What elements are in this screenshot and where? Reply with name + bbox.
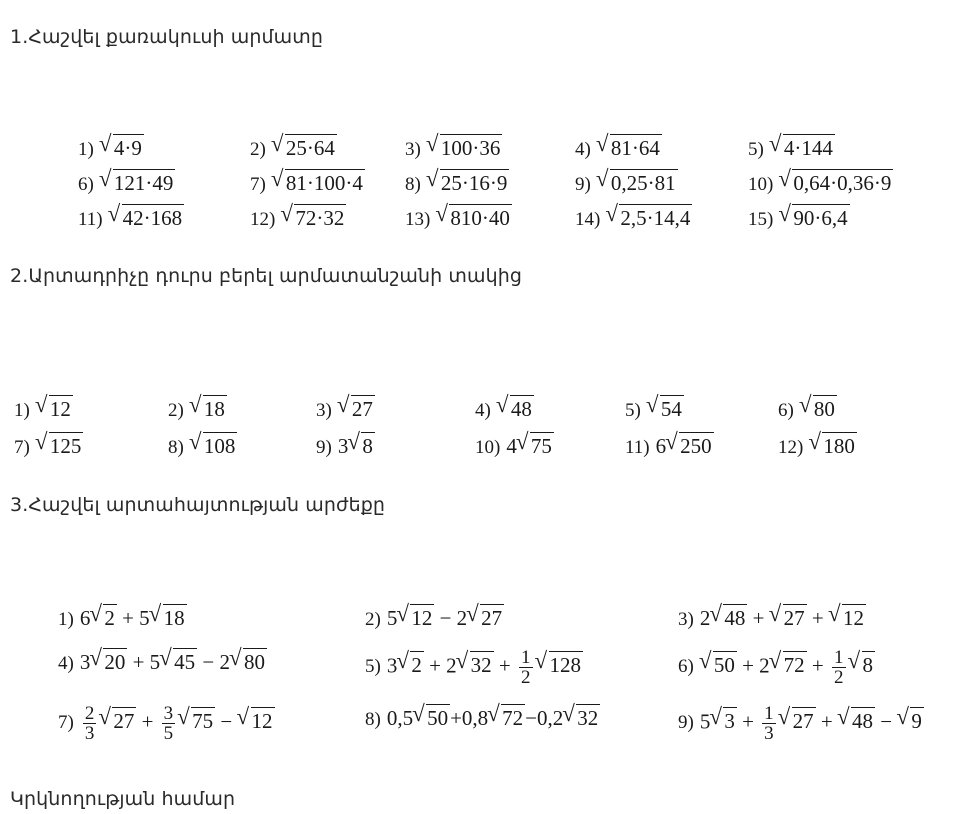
exercise-number: 4) <box>475 400 491 421</box>
exercise-number: 7) <box>14 437 30 458</box>
sqrt-sign-icon <box>800 395 837 422</box>
exercise-number: 7) <box>250 174 266 195</box>
exercise-3-1 <box>58 604 187 631</box>
coefficient: 5 <box>699 709 711 734</box>
coefficient: 2 <box>456 606 468 630</box>
exercise-number: 2) <box>168 400 184 421</box>
operator: + <box>736 709 760 734</box>
fraction <box>83 704 97 743</box>
radicand: 4·144 <box>783 136 833 160</box>
exercise-number: 15) <box>748 209 774 230</box>
sqrt-sign-icon <box>838 707 875 734</box>
fraction <box>832 648 846 687</box>
exercise-number: 9) <box>316 437 332 458</box>
sqrt-sign-icon <box>666 432 714 459</box>
sqrt-sign-icon <box>710 707 737 734</box>
radicand: 0,25·81 <box>610 171 676 195</box>
sqrt-sign-icon <box>272 134 337 161</box>
radicand: 18 <box>203 397 225 421</box>
operator: + <box>127 650 150 674</box>
exercise-3-3 <box>678 604 866 631</box>
exercise-2-4 <box>475 395 534 422</box>
coefficient: 5 <box>139 606 150 630</box>
operator: + <box>116 606 140 630</box>
exercise-1-6 <box>78 169 175 196</box>
exercise-1-14 <box>575 204 692 231</box>
operator: + <box>736 653 760 678</box>
sqrt-sign-icon <box>849 651 876 678</box>
exercise-number: 6) <box>778 400 794 421</box>
operator: − <box>875 709 898 734</box>
radicand: 100·36 <box>440 136 501 160</box>
coefficient: 3 <box>79 650 91 674</box>
radicand: 12 <box>49 397 71 421</box>
coefficient: 2 <box>446 653 457 678</box>
sqrt-sign-icon <box>897 707 924 734</box>
radicand: 72 <box>783 653 805 678</box>
exercise-3-9 <box>678 704 924 743</box>
sqrt-sign-icon <box>178 707 215 734</box>
exercise-2-1 <box>14 395 73 422</box>
radicand: 8 <box>362 434 373 458</box>
numerator: 3 <box>163 703 174 724</box>
coefficient: 6 <box>79 606 91 630</box>
exercise-3-5 <box>365 648 583 687</box>
radicand: 18 <box>163 606 185 630</box>
operator: − <box>197 650 220 674</box>
radicand: 128 <box>549 653 582 678</box>
fraction <box>762 704 776 743</box>
sqrt-sign-icon <box>100 134 144 161</box>
numerator: 1 <box>521 647 531 668</box>
radicand: 90·6,4 <box>793 206 848 230</box>
sqrt-sign-icon <box>488 704 525 731</box>
radicand: 81·64 <box>610 136 660 160</box>
sqrt-sign-icon <box>413 704 450 731</box>
operator: + <box>136 709 159 734</box>
radicand: 108 <box>203 434 236 458</box>
exercise-1-15 <box>748 204 850 231</box>
operator: + <box>815 709 839 734</box>
radicand: 250 <box>680 434 712 458</box>
radicand: 0,64·0,36·9 <box>793 171 892 195</box>
coefficient: 2 <box>219 650 231 674</box>
heading-2: 2.Արտադրիչը դուրս բերել արմատանշանի տակից <box>10 265 523 287</box>
exercise-number: 14) <box>575 209 601 230</box>
radicand: 75 <box>192 709 214 734</box>
sqrt-sign-icon <box>272 169 365 196</box>
coefficient: 3 <box>386 653 398 678</box>
sqrt-sign-icon <box>647 395 684 422</box>
coefficient: 6 <box>655 434 667 458</box>
sqrt-sign-icon <box>829 604 866 631</box>
sqrt-sign-icon <box>779 204 849 231</box>
exercise-3-8 <box>365 704 600 731</box>
sqrt-sign-icon <box>90 648 127 675</box>
exercise-1-3 <box>405 134 502 161</box>
radicand: 27 <box>113 709 135 734</box>
coefficient: 0,8 <box>461 706 489 730</box>
radicand: 2 <box>411 653 422 678</box>
exercise-1-1 <box>78 134 144 161</box>
heading-3: 3.Հաշվել արտահայտության արժեքը <box>10 494 386 516</box>
denominator: 2 <box>521 667 531 688</box>
radicand: 810·40 <box>450 206 510 230</box>
coefficient: 0,5 <box>386 706 414 730</box>
radicand: 121·49 <box>113 171 174 195</box>
coefficient: 0,2 <box>537 706 564 730</box>
sqrt-sign-icon <box>36 395 73 422</box>
sqrt-sign-icon <box>99 707 136 734</box>
exercise-number: 10) <box>475 437 501 458</box>
exercise-number: 3) <box>316 400 332 421</box>
exercise-2-12 <box>778 432 857 459</box>
sqrt-sign-icon <box>348 432 375 459</box>
radicand: 4·9 <box>113 136 142 160</box>
sqrt-sign-icon <box>770 604 807 631</box>
exercise-2-7 <box>14 432 83 459</box>
coefficient: 2 <box>759 653 770 678</box>
radicand: 48 <box>724 606 746 630</box>
exercise-2-10 <box>475 432 554 459</box>
sqrt-sign-icon <box>517 432 554 459</box>
operator: + <box>747 606 770 630</box>
exercise-1-5 <box>748 134 835 161</box>
sqrt-sign-icon <box>36 432 84 459</box>
coefficient: 3 <box>337 434 349 458</box>
exercise-number: 6) <box>678 656 694 678</box>
sqrt-sign-icon <box>779 707 816 734</box>
sqrt-sign-icon <box>563 704 600 731</box>
exercise-number: 5) <box>365 656 381 678</box>
exercise-number: 8) <box>405 174 421 195</box>
exercise-number: 11) <box>625 437 650 458</box>
heading-4: Կրկնողության համար <box>10 788 236 810</box>
sqrt-sign-icon <box>90 604 117 631</box>
radicand: 25·16·9 <box>440 171 508 195</box>
sqrt-sign-icon <box>597 169 678 196</box>
sqrt-sign-icon <box>338 395 375 422</box>
sqrt-sign-icon <box>281 204 346 231</box>
exercise-number: 9) <box>678 712 694 734</box>
radicand: 27 <box>481 606 503 630</box>
sqrt-sign-icon <box>238 707 275 734</box>
exercise-1-12 <box>250 204 346 231</box>
exercise-1-11 <box>78 204 184 231</box>
exercise-number: 2) <box>250 139 266 160</box>
sqrt-sign-icon <box>770 134 835 161</box>
radicand: 54 <box>660 397 682 421</box>
sqrt-sign-icon <box>467 604 504 631</box>
exercise-2-9 <box>316 432 375 459</box>
radicand: 27 <box>351 397 373 421</box>
exercise-1-2 <box>250 134 337 161</box>
coefficient: 5 <box>149 650 161 674</box>
exercise-2-11 <box>625 432 714 459</box>
exercise-number: 5) <box>625 400 641 421</box>
operator: + <box>423 653 447 678</box>
radicand: 81·100·4 <box>285 171 363 195</box>
radicand: 75 <box>530 434 552 458</box>
exercise-2-8 <box>168 432 237 459</box>
sqrt-sign-icon <box>606 204 692 231</box>
radicand: 80 <box>813 397 835 421</box>
exercise-number: 13) <box>405 209 431 230</box>
sqrt-sign-icon <box>700 651 737 678</box>
coefficient: 4 <box>506 434 517 458</box>
exercise-number: 5) <box>748 139 764 160</box>
operator: − <box>434 606 457 630</box>
radicand: 50 <box>427 706 449 730</box>
sqrt-sign-icon <box>770 651 807 678</box>
radicand: 72·32 <box>295 206 345 230</box>
sqrt-sign-icon <box>710 604 747 631</box>
radicand: 180 <box>823 434 855 458</box>
exercise-number: 11) <box>78 209 103 230</box>
operator: − <box>525 706 538 730</box>
exercise-1-8 <box>405 169 509 196</box>
sqrt-sign-icon <box>436 204 512 231</box>
exercise-number: 7) <box>58 712 74 734</box>
exercise-number: 1) <box>78 139 94 160</box>
radicand: 20 <box>104 650 126 674</box>
exercise-1-10 <box>748 169 893 196</box>
sqrt-sign-icon <box>497 395 534 422</box>
fraction <box>519 648 533 687</box>
exercise-number: 2) <box>365 609 381 630</box>
radicand: 42·168 <box>122 206 183 230</box>
radicand: 32 <box>470 653 492 678</box>
exercise-number: 4) <box>575 139 591 160</box>
exercise-3-2 <box>365 604 504 631</box>
sqrt-sign-icon <box>160 648 197 675</box>
operator: + <box>450 706 462 730</box>
radicand: 50 <box>713 653 735 678</box>
operator: + <box>806 606 830 630</box>
radicand: 12 <box>251 709 273 734</box>
radicand: 32 <box>577 706 599 730</box>
radicand: 25·64 <box>285 136 335 160</box>
exercise-3-4 <box>58 648 267 675</box>
sqrt-sign-icon <box>109 204 185 231</box>
exercise-number: 10) <box>748 174 774 195</box>
sqrt-sign-icon <box>190 432 238 459</box>
sqrt-sign-icon <box>779 169 893 196</box>
sqrt-sign-icon <box>150 604 187 631</box>
sqrt-sign-icon <box>397 651 424 678</box>
radicand: 3 <box>724 709 735 734</box>
exercise-number: 8) <box>365 709 381 730</box>
radicand: 27 <box>783 606 805 630</box>
exercise-number: 6) <box>78 174 94 195</box>
radicand: 9 <box>911 709 922 734</box>
heading-1: 1.Հաշվել քառակուսի արմատը <box>10 26 324 48</box>
sqrt-sign-icon <box>809 432 857 459</box>
coefficient: 5 <box>386 606 398 630</box>
sqrt-sign-icon <box>100 169 176 196</box>
denominator: 3 <box>84 723 95 744</box>
radicand: 8 <box>862 653 874 678</box>
operator: + <box>806 653 830 678</box>
operator: − <box>215 709 238 734</box>
sqrt-sign-icon <box>536 651 584 678</box>
numerator: 2 <box>84 703 95 724</box>
radicand: 2 <box>104 606 115 630</box>
radicand: 48 <box>510 397 532 421</box>
fraction <box>162 704 176 743</box>
denominator: 5 <box>163 723 174 744</box>
exercise-number: 12) <box>778 437 804 458</box>
radicand: 125 <box>49 434 82 458</box>
exercise-1-7 <box>250 169 365 196</box>
numerator: 1 <box>834 647 844 668</box>
radicand: 48 <box>852 709 874 734</box>
exercise-number: 1) <box>58 609 74 630</box>
exercise-1-4 <box>575 134 662 161</box>
exercise-1-13 <box>405 204 512 231</box>
exercise-1-9 <box>575 169 678 196</box>
exercise-3-6 <box>678 648 875 687</box>
radicand: 12 <box>411 606 433 630</box>
exercise-2-6 <box>778 395 837 422</box>
sqrt-sign-icon <box>427 169 510 196</box>
exercise-3-7 <box>58 704 275 743</box>
exercise-number: 9) <box>575 174 591 195</box>
exercise-number: 12) <box>250 209 276 230</box>
exercise-number: 4) <box>58 653 74 674</box>
radicand: 80 <box>244 650 266 674</box>
sqrt-sign-icon <box>230 648 267 675</box>
denominator: 3 <box>764 723 774 744</box>
sqrt-sign-icon <box>427 134 503 161</box>
sqrt-sign-icon <box>597 134 662 161</box>
denominator: 2 <box>834 667 844 688</box>
radicand: 45 <box>174 650 196 674</box>
radicand: 2,5·14,4 <box>620 206 691 230</box>
numerator: 1 <box>764 703 774 724</box>
exercise-2-5 <box>625 395 684 422</box>
sqrt-sign-icon <box>397 604 434 631</box>
sqrt-sign-icon <box>190 395 227 422</box>
exercise-number: 3) <box>678 609 694 630</box>
exercise-2-3 <box>316 395 375 422</box>
coefficient: 2 <box>699 606 711 630</box>
exercise-number: 3) <box>405 139 421 160</box>
exercise-number: 1) <box>14 400 30 421</box>
radicand: 12 <box>843 606 865 630</box>
radicand: 72 <box>502 706 524 730</box>
operator: + <box>493 653 517 678</box>
exercise-2-2 <box>168 395 227 422</box>
sqrt-sign-icon <box>457 651 494 678</box>
exercise-number: 8) <box>168 437 184 458</box>
radicand: 27 <box>792 709 814 734</box>
